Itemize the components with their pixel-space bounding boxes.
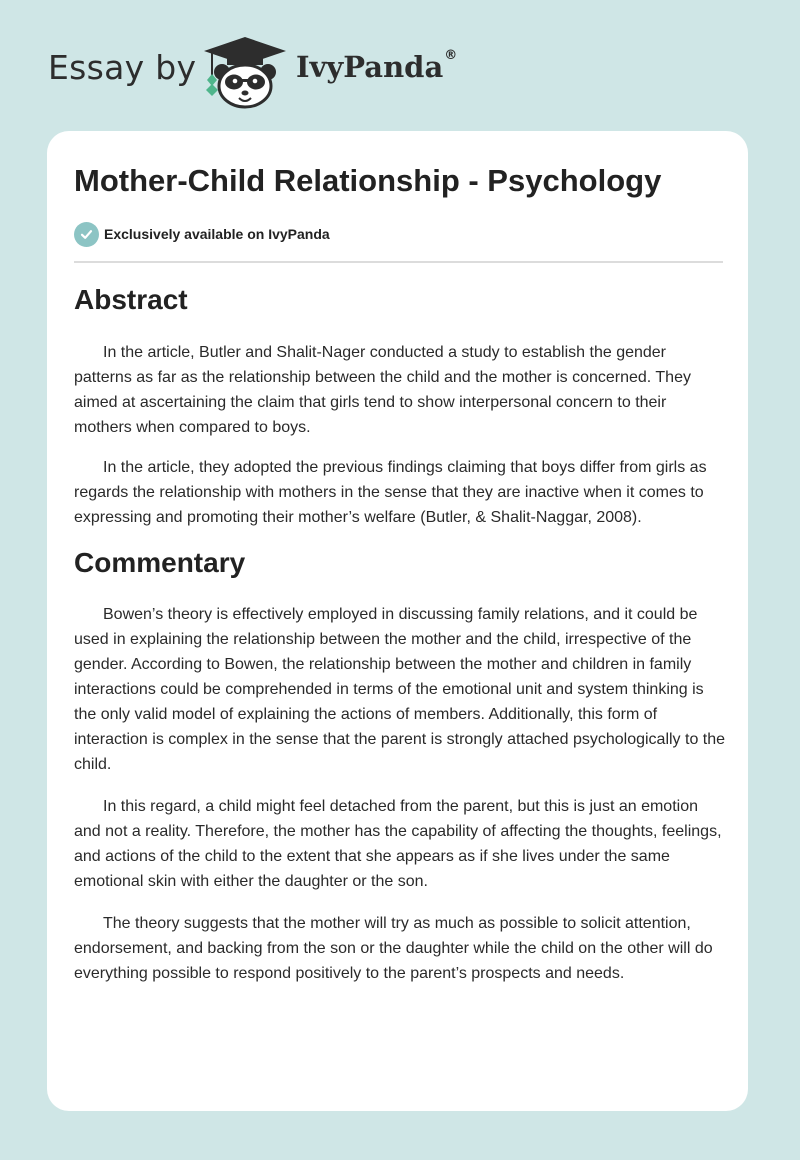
brand-name xyxy=(296,50,457,84)
paragraph: In the article, Butler and Shalit-Nager conducted a study to establish the gender patterns as far as the relationship between the child and the mother is concerned. They aimed at ascertaining the claim that girls tend to show interpersonal concern to their mothers when compared to boys. xyxy=(74,344,691,436)
brand-name-text: IvyPanda xyxy=(296,50,444,84)
trademark-symbol: ® xyxy=(444,48,458,63)
exclusive-badge-text: Exclusively available on IvyPanda xyxy=(104,226,330,242)
brand-prefix: Essay by xyxy=(48,48,197,87)
section-heading-abstract: Abstract xyxy=(74,284,188,315)
paragraph: In this regard, a child might feel detached from the parent, but this is just an emotion and not a reality. Therefore, the mother has the capability of affecting the thoughts, feelings, and actions of the child to the extent that she appears as if she lives under the same emotional skin with either the daughter or the son. xyxy=(74,798,722,890)
essay-card xyxy=(47,131,748,1111)
title-divider xyxy=(74,261,723,263)
panda-graduate-logo-icon xyxy=(200,34,290,110)
section-heading-commentary: Commentary xyxy=(74,547,246,578)
page-title: Mother-Child Relationship - Psychology xyxy=(74,163,662,198)
exclusive-badge xyxy=(74,221,330,247)
paragraph: In the article, they adopted the previous findings claiming that boys differ from girls as regards the relationship with mothers in the sense that they are inactive when it comes to expressing and promoting their mother’s welfare (Butler, & Shalit-Naggar, 2008). xyxy=(74,459,707,526)
paragraph: Bowen’s theory is effectively employed in discussing family relations, and it could be used in explaining the relationship between the mother and the child, irrespective of the gender. According to Bowen, the relationship between the mother and children in family interactions could be comprehended in terms of the emotional unit and system thinking is the only valid model of explaining the actions of members. Additionally, this form of interaction is complex in the sense that the parent is strongly attached psychologically to the child. xyxy=(74,606,726,773)
essay-body xyxy=(74,281,726,986)
check-circle-icon xyxy=(74,222,99,247)
paragraph: The theory suggests that the mother will try as much as possible to solicit attention, endorsement, and backing from the son or the daughter while the child on the other will do everything possible to respond positively to the parent’s prospects and needs. xyxy=(74,915,713,982)
brand-header[interactable] xyxy=(48,34,468,114)
